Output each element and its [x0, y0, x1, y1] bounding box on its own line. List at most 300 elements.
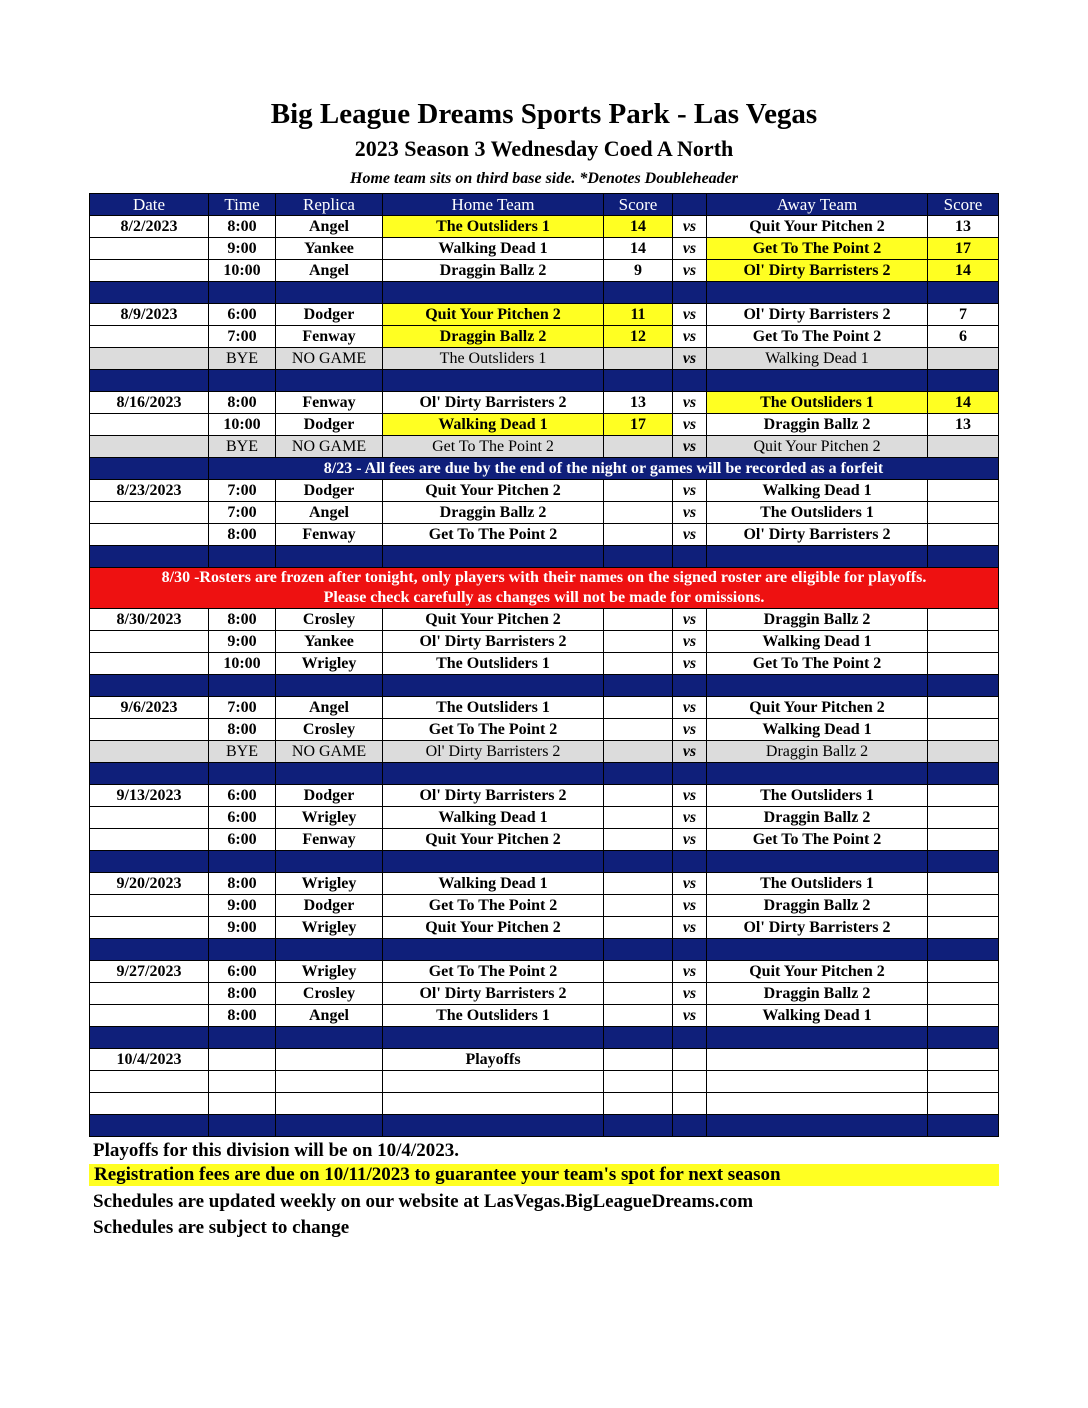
vs-cell: vs: [673, 1005, 707, 1027]
empty-cell: [604, 939, 673, 961]
game-row: [90, 260, 999, 282]
away-team-cell: The Outsliders 1: [707, 873, 928, 895]
time-cell: 9:00: [209, 631, 276, 653]
empty-cell: [209, 1115, 276, 1137]
empty-cell: [604, 1027, 673, 1049]
home-team-cell: The Outsliders 1: [383, 653, 604, 675]
time-cell: 9:00: [209, 917, 276, 939]
vs-cell: vs: [673, 304, 707, 326]
away-team-cell: Get To The Point 2: [707, 653, 928, 675]
empty-cell: [928, 370, 999, 392]
vs-cell: vs: [673, 524, 707, 546]
empty-cell: [209, 546, 276, 568]
time-cell: 6:00: [209, 304, 276, 326]
empty-cell: [90, 282, 209, 304]
home-score-cell: [604, 719, 673, 741]
empty-cell: [383, 1093, 604, 1115]
home-score-cell: [604, 609, 673, 631]
home-team-cell: Ol' Dirty Barristers 2: [383, 785, 604, 807]
empty-cell: [90, 546, 209, 568]
empty-cell: [276, 763, 383, 785]
field-cell: Crosley: [276, 719, 383, 741]
time-cell: BYE: [209, 741, 276, 763]
away-team-cell: Ol' Dirty Barristers 2: [707, 260, 928, 282]
game-row: [90, 873, 999, 895]
col-header-time: Time: [209, 194, 276, 216]
home-score-cell: [604, 873, 673, 895]
game-row: [90, 697, 999, 719]
away-score-cell: [928, 983, 999, 1005]
game-row: [90, 961, 999, 983]
roster-alert-line1: 8/30 -Rosters are frozen after tonight, only players with their names on the signed roster are eligible for playoffs.: [161, 569, 927, 586]
time-cell: BYE: [209, 348, 276, 370]
field-cell: Dodger: [276, 480, 383, 502]
empty-cell: [928, 675, 999, 697]
empty-cell: [928, 546, 999, 568]
away-score-cell: 6: [928, 326, 999, 348]
vs-cell: vs: [673, 502, 707, 524]
home-score-cell: [604, 983, 673, 1005]
away-score-cell: [928, 895, 999, 917]
away-score-cell: [928, 917, 999, 939]
game-row: [90, 524, 999, 546]
home-team-cell: Ol' Dirty Barristers 2: [383, 631, 604, 653]
date-cell: [90, 238, 209, 260]
header-row: [90, 194, 999, 216]
empty-cell: [673, 763, 707, 785]
home-score-cell: [604, 917, 673, 939]
roster-alert-line2: Please check carefully as changes will not be made for omissions.: [323, 589, 765, 606]
empty-cell: [928, 1093, 999, 1115]
time-cell: 6:00: [209, 829, 276, 851]
game-row: [90, 414, 999, 436]
home-team-cell: Walking Dead 1: [383, 807, 604, 829]
empty-cell: [707, 1049, 928, 1071]
playoffs-cell: Playoffs: [383, 1049, 604, 1071]
field-cell: Angel: [276, 216, 383, 238]
time-cell: 8:00: [209, 216, 276, 238]
col-header-vs: [673, 194, 707, 216]
home-team-cell: The Outsliders 1: [383, 697, 604, 719]
spacer-row: [90, 370, 999, 392]
vs-cell: vs: [673, 631, 707, 653]
vs-cell: vs: [673, 829, 707, 851]
col-header-home-team: Home Team: [383, 194, 604, 216]
empty-cell: [707, 675, 928, 697]
away-team-cell: The Outsliders 1: [707, 785, 928, 807]
home-score-cell: 9: [604, 260, 673, 282]
away-team-cell: The Outsliders 1: [707, 392, 928, 414]
schedule-table: [89, 193, 999, 1137]
empty-cell: [276, 675, 383, 697]
home-team-cell: Quit Your Pitchen 2: [383, 480, 604, 502]
vs-cell: vs: [673, 480, 707, 502]
time-cell: 8:00: [209, 983, 276, 1005]
spacer-row: [90, 939, 999, 961]
away-team-cell: Ol' Dirty Barristers 2: [707, 524, 928, 546]
away-team-cell: Ol' Dirty Barristers 2: [707, 304, 928, 326]
away-team-cell: Get To The Point 2: [707, 326, 928, 348]
bye-row: [90, 741, 999, 763]
time-cell: 6:00: [209, 961, 276, 983]
empty-cell: [673, 1071, 707, 1093]
away-team-cell: Ol' Dirty Barristers 2: [707, 917, 928, 939]
col-header-replica: Replica: [276, 194, 383, 216]
spacer-row: [90, 1115, 999, 1137]
date-cell: 8/2/2023: [90, 216, 209, 238]
home-score-cell: [604, 895, 673, 917]
away-score-cell: [928, 609, 999, 631]
away-score-cell: [928, 785, 999, 807]
date-cell: 9/13/2023: [90, 785, 209, 807]
date-cell: 8/23/2023: [90, 480, 209, 502]
footer-website-note: Schedules are updated weekly on our website at LasVegas.BigLeagueDreams.com: [93, 1191, 754, 1212]
time-cell: 7:00: [209, 502, 276, 524]
empty-cell: [90, 763, 209, 785]
time-cell: 7:00: [209, 697, 276, 719]
time-cell: 9:00: [209, 895, 276, 917]
away-score-cell: 14: [928, 392, 999, 414]
field-cell: Wrigley: [276, 917, 383, 939]
empty-cell: [928, 1115, 999, 1137]
empty-cell: [673, 1093, 707, 1115]
home-score-cell: [604, 829, 673, 851]
empty-cell: [209, 1093, 276, 1115]
field-cell: Angel: [276, 260, 383, 282]
home-team-cell: Draggin Ballz 2: [383, 502, 604, 524]
time-cell: 10:00: [209, 414, 276, 436]
away-team-cell: Quit Your Pitchen 2: [707, 436, 928, 458]
empty-cell: [383, 851, 604, 873]
home-team-cell: Quit Your Pitchen 2: [383, 304, 604, 326]
time-cell: 6:00: [209, 807, 276, 829]
date-cell: 9/27/2023: [90, 961, 209, 983]
home-score-cell: [604, 807, 673, 829]
empty-cell: [209, 851, 276, 873]
away-score-cell: [928, 348, 999, 370]
empty-cell: [707, 851, 928, 873]
home-score-cell: 14: [604, 216, 673, 238]
field-cell: Crosley: [276, 983, 383, 1005]
game-row: [90, 480, 999, 502]
fees-banner-row: [90, 458, 999, 480]
home-team-cell: Ol' Dirty Barristers 2: [383, 741, 604, 763]
empty-cell: [707, 1093, 928, 1115]
empty-cell: [604, 1093, 673, 1115]
away-score-cell: [928, 1005, 999, 1027]
field-cell: Yankee: [276, 631, 383, 653]
home-team-cell: The Outsliders 1: [383, 1005, 604, 1027]
empty-cell: [928, 282, 999, 304]
empty-cell: [276, 939, 383, 961]
away-team-cell: Walking Dead 1: [707, 348, 928, 370]
empty-cell: [707, 370, 928, 392]
away-score-cell: [928, 829, 999, 851]
home-score-cell: [604, 785, 673, 807]
spacer-row: [90, 763, 999, 785]
empty-cell: [604, 851, 673, 873]
empty-cell: [209, 1071, 276, 1093]
empty-cell: [673, 675, 707, 697]
empty-cell: [928, 1071, 999, 1093]
empty-cell: [673, 370, 707, 392]
empty-cell: [928, 1027, 999, 1049]
home-score-cell: [604, 348, 673, 370]
date-cell: [90, 653, 209, 675]
time-cell: 8:00: [209, 609, 276, 631]
empty-cell: [90, 458, 209, 480]
date-cell: [90, 524, 209, 546]
vs-cell: vs: [673, 719, 707, 741]
field-cell: Dodger: [276, 414, 383, 436]
away-score-cell: [928, 961, 999, 983]
col-header-away-score: Score: [928, 194, 999, 216]
away-score-cell: [928, 436, 999, 458]
date-cell: [90, 502, 209, 524]
away-score-cell: [928, 719, 999, 741]
away-score-cell: 13: [928, 216, 999, 238]
empty-cell: [673, 282, 707, 304]
field-cell: Wrigley: [276, 961, 383, 983]
home-score-cell: 12: [604, 326, 673, 348]
game-row: [90, 502, 999, 524]
vs-cell: vs: [673, 785, 707, 807]
game-row: [90, 392, 999, 414]
vs-cell: vs: [673, 326, 707, 348]
time-cell: 9:00: [209, 238, 276, 260]
away-team-cell: Draggin Ballz 2: [707, 983, 928, 1005]
empty-cell: [928, 1049, 999, 1071]
field-cell: Fenway: [276, 524, 383, 546]
date-cell: [90, 917, 209, 939]
game-row: [90, 631, 999, 653]
footer-registration-note: Registration fees are due on 10/11/2023 to guarantee your team's spot for next season: [89, 1164, 999, 1186]
game-row: [90, 326, 999, 348]
game-row: [90, 238, 999, 260]
game-row: [90, 785, 999, 807]
away-score-cell: [928, 631, 999, 653]
away-score-cell: [928, 741, 999, 763]
home-team-cell: Walking Dead 1: [383, 414, 604, 436]
field-cell: NO GAME: [276, 348, 383, 370]
roster-alert: [90, 568, 999, 609]
home-team-cell: Walking Dead 1: [383, 873, 604, 895]
home-score-cell: [604, 631, 673, 653]
home-score-cell: [604, 1005, 673, 1027]
empty-cell: [673, 1049, 707, 1071]
empty-cell: [383, 763, 604, 785]
empty-cell: [673, 939, 707, 961]
vs-cell: vs: [673, 873, 707, 895]
time-cell: 8:00: [209, 524, 276, 546]
away-team-cell: Walking Dead 1: [707, 631, 928, 653]
empty-cell: [276, 546, 383, 568]
home-score-cell: 17: [604, 414, 673, 436]
away-score-cell: [928, 524, 999, 546]
away-team-cell: Draggin Ballz 2: [707, 741, 928, 763]
away-score-cell: [928, 480, 999, 502]
vs-cell: vs: [673, 653, 707, 675]
away-score-cell: 7: [928, 304, 999, 326]
empty-cell: [276, 851, 383, 873]
away-score-cell: 17: [928, 238, 999, 260]
home-team-cell: Get To The Point 2: [383, 436, 604, 458]
home-score-cell: 14: [604, 238, 673, 260]
schedule-body: [90, 216, 999, 1137]
empty-cell: [928, 939, 999, 961]
vs-cell: vs: [673, 961, 707, 983]
empty-cell: [707, 1071, 928, 1093]
empty-cell: [209, 1027, 276, 1049]
game-row: [90, 653, 999, 675]
game-row: [90, 983, 999, 1005]
home-score-cell: [604, 524, 673, 546]
away-score-cell: [928, 653, 999, 675]
empty-cell: [276, 370, 383, 392]
field-cell: Fenway: [276, 392, 383, 414]
empty-cell: [209, 1049, 276, 1071]
playoffs-row: [90, 1049, 999, 1071]
home-team-note: Home team sits on third base side. *Denotes Doubleheader: [350, 170, 738, 187]
bye-row: [90, 436, 999, 458]
vs-cell: vs: [673, 741, 707, 763]
page-subtitle: 2023 Season 3 Wednesday Coed A North: [354, 136, 734, 161]
empty-cell: [90, 675, 209, 697]
empty-cell: [707, 1115, 928, 1137]
empty-cell: [276, 1071, 383, 1093]
empty-cell: [209, 763, 276, 785]
field-cell: Wrigley: [276, 807, 383, 829]
empty-cell: [90, 1093, 209, 1115]
date-cell: [90, 436, 209, 458]
empty-cell: [90, 1027, 209, 1049]
field-cell: Fenway: [276, 326, 383, 348]
away-team-cell: Walking Dead 1: [707, 480, 928, 502]
empty-row: [90, 1071, 999, 1093]
game-row: [90, 807, 999, 829]
date-cell: [90, 631, 209, 653]
footer-change-note: Schedules are subject to change: [93, 1217, 350, 1238]
field-cell: Wrigley: [276, 873, 383, 895]
date-cell: 8/9/2023: [90, 304, 209, 326]
date-cell: 9/20/2023: [90, 873, 209, 895]
date-cell: 9/6/2023: [90, 697, 209, 719]
home-score-cell: [604, 697, 673, 719]
empty-cell: [383, 1115, 604, 1137]
game-row: [90, 216, 999, 238]
empty-cell: [209, 675, 276, 697]
home-score-cell: 11: [604, 304, 673, 326]
date-cell: [90, 348, 209, 370]
vs-cell: vs: [673, 238, 707, 260]
empty-cell: [90, 1115, 209, 1137]
field-cell: Angel: [276, 697, 383, 719]
empty-cell: [673, 1115, 707, 1137]
vs-cell: vs: [673, 983, 707, 1005]
away-score-cell: [928, 502, 999, 524]
home-team-cell: Draggin Ballz 2: [383, 326, 604, 348]
away-team-cell: Walking Dead 1: [707, 1005, 928, 1027]
field-cell: Angel: [276, 502, 383, 524]
away-score-cell: [928, 807, 999, 829]
footer-playoffs-note: Playoffs for this division will be on 10/4/2023.: [93, 1140, 459, 1161]
game-row: [90, 1005, 999, 1027]
time-cell: 8:00: [209, 719, 276, 741]
home-team-cell: Quit Your Pitchen 2: [383, 609, 604, 631]
empty-cell: [673, 1027, 707, 1049]
field-cell: Yankee: [276, 238, 383, 260]
empty-cell: [383, 675, 604, 697]
game-row: [90, 895, 999, 917]
time-cell: 8:00: [209, 873, 276, 895]
game-row: [90, 719, 999, 741]
spacer-row: [90, 1027, 999, 1049]
vs-cell: vs: [673, 348, 707, 370]
vs-cell: vs: [673, 895, 707, 917]
game-row: [90, 917, 999, 939]
spacer-row: [90, 851, 999, 873]
away-score-cell: 13: [928, 414, 999, 436]
home-team-cell: Quit Your Pitchen 2: [383, 917, 604, 939]
away-team-cell: Get To The Point 2: [707, 829, 928, 851]
away-team-cell: Draggin Ballz 2: [707, 895, 928, 917]
date-cell: [90, 829, 209, 851]
date-cell: [90, 414, 209, 436]
empty-cell: [383, 1071, 604, 1093]
home-score-cell: [604, 741, 673, 763]
away-team-cell: Quit Your Pitchen 2: [707, 216, 928, 238]
vs-cell: vs: [673, 392, 707, 414]
col-header-away-team: Away Team: [707, 194, 928, 216]
col-header-home-score: Score: [604, 194, 673, 216]
empty-cell: [383, 370, 604, 392]
home-team-cell: Ol' Dirty Barristers 2: [383, 392, 604, 414]
home-team-cell: The Outsliders 1: [383, 348, 604, 370]
empty-cell: [604, 282, 673, 304]
vs-cell: vs: [673, 260, 707, 282]
time-cell: 10:00: [209, 260, 276, 282]
empty-cell: [276, 282, 383, 304]
empty-cell: [928, 763, 999, 785]
home-score-cell: [604, 480, 673, 502]
empty-cell: [604, 1071, 673, 1093]
away-team-cell: The Outsliders 1: [707, 502, 928, 524]
empty-cell: [707, 1027, 928, 1049]
home-team-cell: The Outsliders 1: [383, 216, 604, 238]
spacer-row: [90, 675, 999, 697]
game-row: [90, 829, 999, 851]
col-header-date: Date: [90, 194, 209, 216]
away-team-cell: Get To The Point 2: [707, 238, 928, 260]
home-team-cell: Walking Dead 1: [383, 238, 604, 260]
field-cell: Dodger: [276, 785, 383, 807]
field-cell: Dodger: [276, 895, 383, 917]
empty-cell: [383, 939, 604, 961]
vs-cell: vs: [673, 807, 707, 829]
fees-banner-text: 8/23 - All fees are due by the end of the night or games will be recorded as a forfeit: [209, 458, 999, 480]
home-team-cell: Get To The Point 2: [383, 961, 604, 983]
time-cell: 8:00: [209, 1005, 276, 1027]
empty-cell: [604, 1049, 673, 1071]
empty-cell: [383, 546, 604, 568]
empty-cell: [276, 1049, 383, 1071]
away-team-cell: Draggin Ballz 2: [707, 414, 928, 436]
empty-cell: [928, 851, 999, 873]
empty-cell: [209, 939, 276, 961]
away-team-cell: Quit Your Pitchen 2: [707, 697, 928, 719]
vs-cell: vs: [673, 609, 707, 631]
spacer-row: [90, 282, 999, 304]
